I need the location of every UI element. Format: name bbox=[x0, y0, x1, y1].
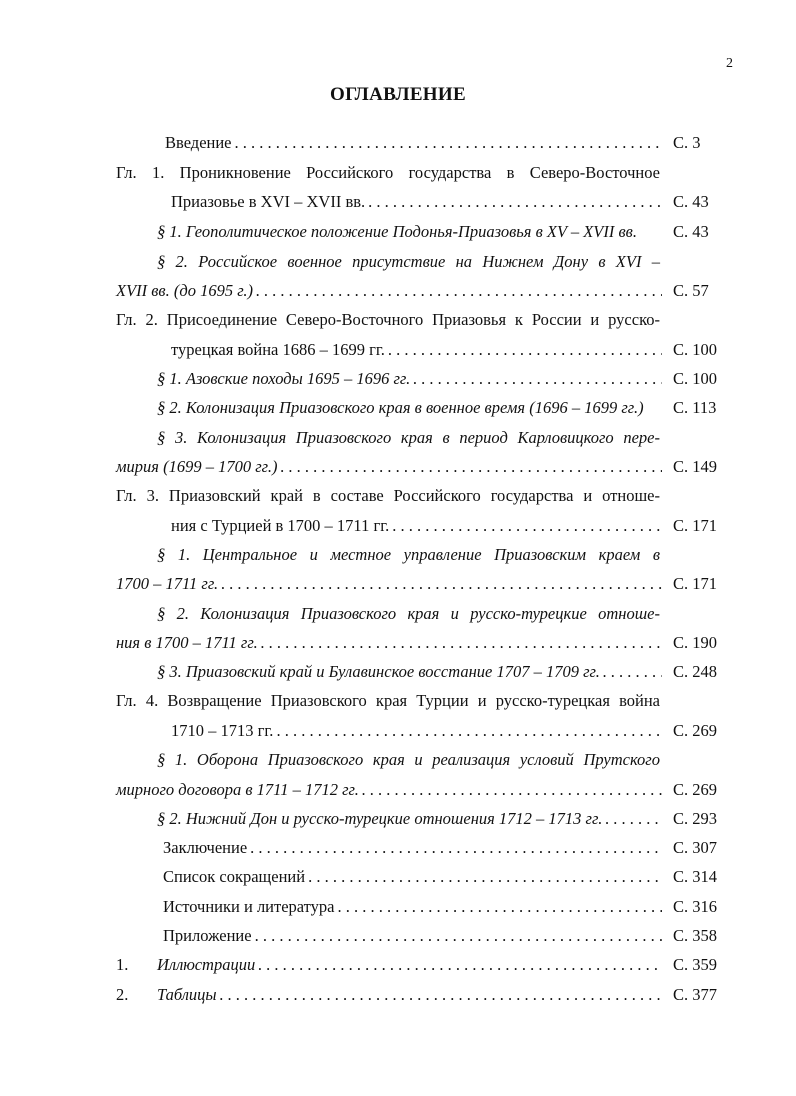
toc-section-3-3 bbox=[157, 660, 662, 684]
dot-leader bbox=[247, 836, 662, 860]
toc-page: С. 269 bbox=[673, 780, 718, 799]
page-number: 2 bbox=[726, 56, 733, 71]
dot-leader bbox=[410, 367, 662, 391]
dot-leader bbox=[232, 131, 662, 155]
toc-entry-conclusion bbox=[163, 836, 662, 860]
dot-leader bbox=[365, 190, 662, 214]
toc-section-1-1: § 1. Геополитическое положение Подонья-Приазовья в XV – XVII вв. bbox=[157, 222, 637, 241]
toc-label: Источники и литература bbox=[163, 897, 335, 916]
toc-page: С. 359 bbox=[673, 955, 718, 974]
toc-label: мирного договора в 1711 – 1712 гг. bbox=[116, 780, 359, 799]
toc-section-2-1 bbox=[157, 367, 662, 391]
toc-page: С. 358 bbox=[673, 926, 718, 945]
dot-leader bbox=[255, 953, 662, 977]
dot-leader bbox=[277, 455, 662, 479]
toc-page: С. 43 bbox=[673, 222, 709, 241]
toc-chapter-1-line1: Гл. 1. Проникновение Российского государства в Северо-Восточное bbox=[116, 163, 660, 182]
toc-entry-abbreviations bbox=[163, 865, 662, 889]
toc-chapter-2-line2 bbox=[171, 338, 662, 362]
appendix-item-number: 2. bbox=[116, 985, 129, 1004]
toc-label: мирия (1699 – 1700 гг.) bbox=[116, 457, 278, 476]
toc-section-3-1-line1: § 1. Центральное и местное управление Приазовским краем в bbox=[157, 545, 660, 564]
toc-label: § 3. Приазовский край и Булавинское восстание 1707 – 1709 гг. bbox=[157, 662, 600, 681]
toc-section-4-1-line1: § 1. Оборона Приазовского края и реализация условий Прутского bbox=[157, 750, 660, 769]
toc-section-2-3-line2 bbox=[116, 455, 662, 479]
toc-entry-appendix bbox=[163, 924, 662, 948]
toc-entry-intro bbox=[165, 131, 662, 155]
toc-page: С. 377 bbox=[673, 985, 718, 1004]
toc-page: С. 100 bbox=[673, 340, 718, 359]
dot-leader bbox=[305, 865, 662, 889]
toc-page: С. 314 bbox=[673, 867, 718, 886]
toc-label: 1700 – 1711 гг. bbox=[116, 574, 219, 593]
toc-label: ния в 1700 – 1711 гг. bbox=[116, 633, 258, 652]
toc-appendix-illustrations bbox=[157, 953, 662, 977]
toc-label: Таблицы bbox=[157, 985, 217, 1004]
toc-chapter-4-line1: Гл. 4. Возвращение Приазовского края Турции и русско-турецкая война bbox=[116, 691, 660, 710]
toc-page: С. 100 bbox=[673, 369, 718, 388]
dot-leader bbox=[218, 572, 662, 596]
toc-appendix-tables bbox=[157, 983, 662, 1007]
toc-page: С. 113 bbox=[673, 398, 717, 417]
toc-section-4-2 bbox=[157, 807, 662, 831]
dot-leader bbox=[389, 514, 662, 538]
toc-page: С. 293 bbox=[673, 809, 718, 828]
dot-leader bbox=[253, 279, 662, 303]
toc-label: Иллюстрации bbox=[157, 955, 256, 974]
toc-page: С. 171 bbox=[673, 516, 718, 535]
appendix-item-number: 1. bbox=[116, 955, 129, 974]
toc-page: С. 248 bbox=[673, 662, 718, 681]
dot-leader bbox=[600, 660, 662, 684]
toc-section-3-2-line2 bbox=[116, 631, 662, 655]
toc-page: С. 171 bbox=[673, 574, 718, 593]
toc-label: § 1. Азовские походы 1695 – 1696 гг. bbox=[157, 369, 411, 388]
toc-label: Приложение bbox=[163, 926, 252, 945]
toc-entry-sources bbox=[163, 895, 662, 919]
dot-leader bbox=[217, 983, 662, 1007]
toc-label: ния с Турцией в 1700 – 1711 гг. bbox=[171, 516, 390, 535]
toc-chapter-4-line2 bbox=[171, 719, 662, 743]
toc-page: С. 269 bbox=[673, 721, 718, 740]
toc-page: С. 307 bbox=[673, 838, 718, 857]
toc-page: С. 43 bbox=[673, 192, 709, 211]
toc-label: Заключение bbox=[163, 838, 248, 857]
dot-leader bbox=[258, 631, 662, 655]
dot-leader bbox=[252, 924, 662, 948]
toc-page: С. 190 bbox=[673, 633, 718, 652]
toc-chapter-3-line1: Гл. 3. Приазовский край в составе Российского государства и отноше- bbox=[116, 486, 660, 505]
toc-chapter-3-line2 bbox=[171, 514, 662, 538]
toc-label: Приазовье в XVI – XVII вв. bbox=[171, 192, 366, 211]
toc-label: Список сокращений bbox=[163, 867, 306, 886]
toc-section-1-2-line1: § 2. Российское военное присутствие на Нижнем Дону в XVI – bbox=[157, 252, 660, 271]
toc-page: С. 149 bbox=[673, 457, 718, 476]
toc-page: С. 316 bbox=[673, 897, 718, 916]
dot-leader bbox=[385, 338, 662, 362]
toc-section-4-1-line2 bbox=[116, 778, 662, 802]
toc-label: турецкая война 1686 – 1699 гг. bbox=[171, 340, 385, 359]
toc-chapter-2-line1: Гл. 2. Присоединение Северо-Восточного Приазовья к России и русско- bbox=[116, 310, 660, 329]
toc-label: 1710 – 1713 гг. bbox=[171, 721, 274, 740]
toc-section-1-2-line2 bbox=[116, 279, 662, 303]
dot-leader bbox=[335, 895, 662, 919]
toc-page: С. 57 bbox=[673, 281, 709, 300]
toc-label: XVII вв. (до 1695 г.) bbox=[116, 281, 254, 300]
toc-section-3-1-line2 bbox=[116, 572, 662, 596]
toc-label: Введение bbox=[165, 133, 232, 152]
toc-section-3-2-line1: § 2. Колонизация Приазовского края и русско-турецкие отноше- bbox=[157, 604, 660, 623]
toc-chapter-1-line2 bbox=[171, 190, 662, 214]
toc-section-2-3-line1: § 3. Колонизация Приазовского края в период Карловицкого пере- bbox=[157, 428, 660, 447]
toc-page: С. 3 bbox=[673, 133, 701, 152]
dot-leader bbox=[273, 719, 662, 743]
toc-section-2-2: § 2. Колонизация Приазовского края в военное время (1696 – 1699 гг.) bbox=[157, 398, 644, 417]
page-title: ОГЛАВЛЕНИЕ bbox=[330, 84, 466, 105]
dot-leader bbox=[359, 778, 662, 802]
dot-leader bbox=[602, 807, 662, 831]
toc-label: § 2. Нижний Дон и русско-турецкие отношения 1712 – 1713 гг. bbox=[157, 809, 603, 828]
